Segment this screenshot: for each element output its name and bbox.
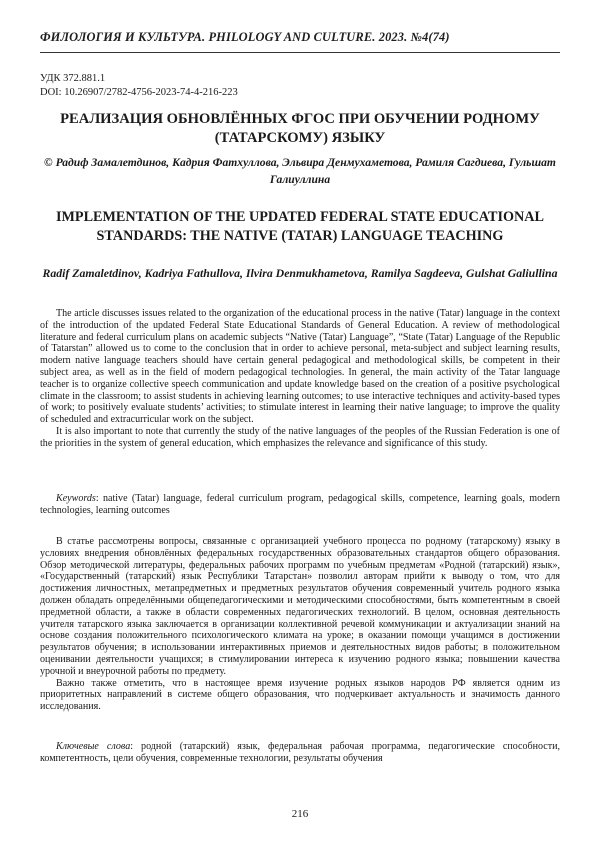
udc-code: УДК 372.881.1 — [40, 73, 106, 84]
header-rule — [40, 52, 560, 53]
keywords-en — [40, 493, 560, 517]
article-meta — [40, 72, 560, 99]
abstract-en — [40, 308, 560, 450]
keywords-ru-label: Ключевые слова — [56, 741, 131, 752]
abstract-ru — [40, 536, 560, 713]
abstract-en-paragraph-2: It is also important to note that currently the study of the native languages of the peoples of the Russian Federation is one of the priorities in the system of general education, which emphasizes the relevance and significance of this study. — [40, 425, 560, 449]
keywords-ru — [40, 741, 560, 765]
authors-ru: © Радиф Замалетдинов, Кадрия Фатхуллова, Эльвира Денмухаметова, Рамиля Сагдиева, Гульшат Галиуллина — [44, 156, 556, 186]
abstract-ru-paragraph-1: В статье рассмотрены вопросы, связанные с организацией учебного процесса по родному (татарскому) языку в условиях внедрения обновлённых федеральных государственных образовательных стандартов общего образования. Обзор методической литературы, федеральных рабочих программ по учебным предметам «Родной (татарский) язык», «Государственный (татарский) язык Республики Татарстан» позволил авторам прийти к выводу о том, что для достижения личностных, метапредметных и предметных результатов обучения современный учитель родного языка должен обладать определёнными общепедагогическими и методическими способностями, быть компетентным в своей предметной области, а также в области современных педагогических технологий. В целом, основная деятельность учителя татарского языка заключается в организации коллективной речевой коммуникации и актуализации знаний на основе создания положительного психологического климата на уроке; в оказании помощи учащимся в достижении результатов обучения; в использовании интерактивных приемов и деятельностных видов работы; в положительном оценивании деятельности учащихся; в стимулировании интереса к изучению родного языка; повышении качества урочной и внеурочной работы по предмету. — [40, 536, 560, 677]
abstract-en-paragraph-1: The article discusses issues related to the organization of the educational process in the native (Tatar) language in the context of the introduction of the updated Federal State Educational Standards of General Education. A review of methodological literature and federal curriculum plans on academic subjects “Native (Tatar) Language”, “State (Tatar) Language of the Republic of Tatarstan” allowed us to come to the conclusion that in order to achieve personal, meta-subject and subject learning results, modern native language teachers should have certain general pedagogical and methodological skills, be competent in their subject area, as well as in the field of modern pedagogical technologies. In general, the main activity of the Tatar language teacher is to organize collective speech communication and update knowledge based on the creation of a positive psychological climate in the classroom; to assist students in achieving learning outcomes; to use interactive techniques and activity-based types of work; to positively evaluate students’ activities; to stimulate interest in learning their native language; to improve the quality of scheduled and extracurricular work on the subject. — [40, 308, 560, 426]
abstract-ru-paragraph-2: Важно также отметить, что в настоящее время изучение родных языков народов РФ является одним из приоритетных направлений в системе общего образования, что подчеркивает актуальность и значимость данного исследования. — [40, 677, 560, 713]
title-en: IMPLEMENTATION OF THE UPDATED FEDERAL STATE EDUCATIONAL STANDARDS: THE NATIVE (TATAR) LANGUAGE TEACHING — [56, 209, 544, 244]
doi: DOI: 10.26907/2782-4756-2023-74-4-216-223 — [40, 86, 238, 98]
title-ru: РЕАЛИЗАЦИЯ ОБНОВЛЁННЫХ ФГОС ПРИ ОБУЧЕНИИ РОДНОМУ (ТАТАРСКОМУ) ЯЗЫКУ — [60, 111, 540, 146]
authors-en: Radif Zamaletdinov, Kadriya Fathullova, Ilvira Denmukhametova, Ramilya Sagdeeva, Gulshat Galiullina — [42, 266, 558, 280]
running-head: ФИЛОЛОГИЯ И КУЛЬТУРА. PHILOLOGY AND CULTURE. 2023. №4(74) — [40, 30, 450, 44]
keywords-ru-text: : родной (татарский) язык, федеральная рабочая программа, педагогические способности, компетентность, цели обучения, современные технологии, результаты обучения — [40, 741, 560, 764]
keywords-en-label: Keywords — [56, 493, 96, 504]
page-number: 216 — [291, 808, 309, 820]
keywords-en-text: : native (Tatar) language, federal curriculum program, pedagogical skills, competence, learning goals, modern technologies, learning outcomes — [40, 493, 560, 516]
